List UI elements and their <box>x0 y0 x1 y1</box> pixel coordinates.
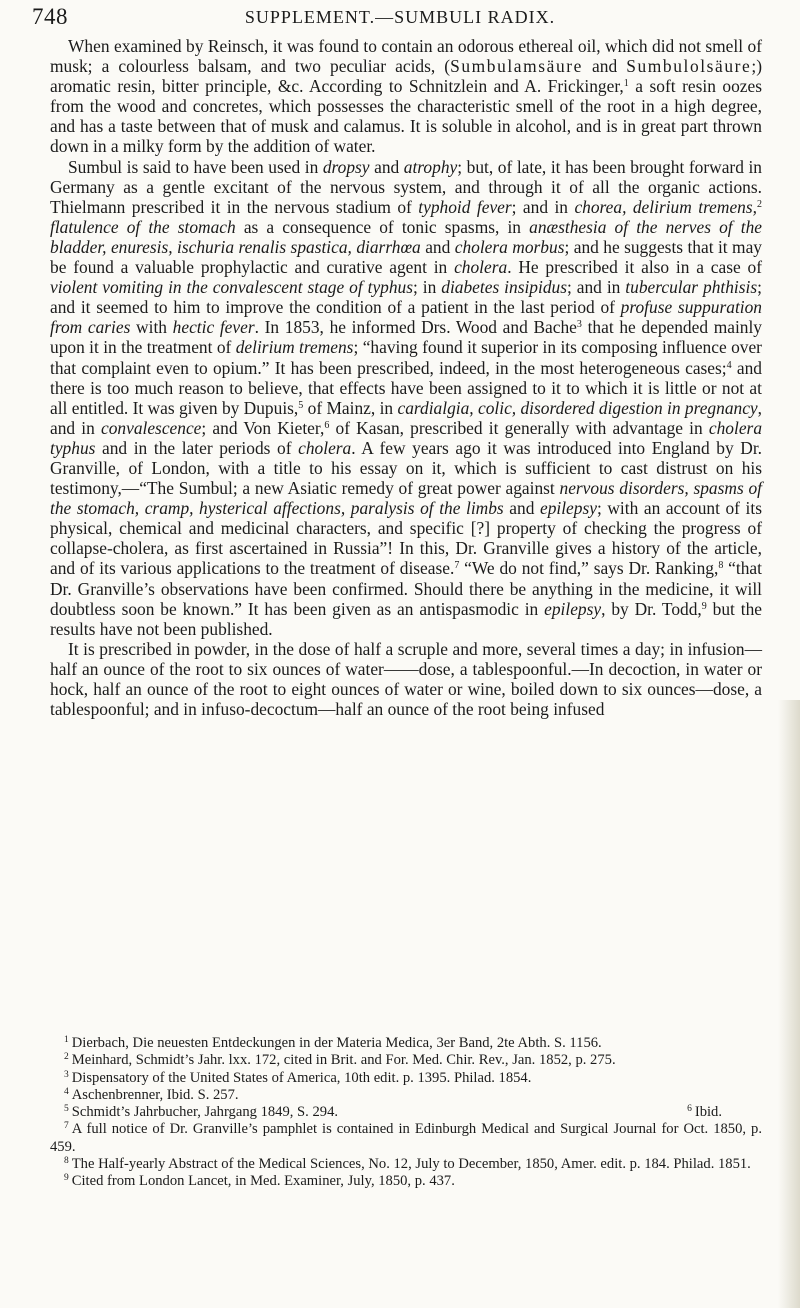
body-text <box>50 36 762 719</box>
acid-name: Sumbulamsäure <box>450 56 583 77</box>
page-header <box>32 4 768 34</box>
footnote: $^1$ Dierbach, Die neuesten Entdeckungen in der Materia Medica, 3er Band, 2te Abth. S. 1156. <box>64 1035 602 1051</box>
footnote: $^8$ The Half-yearly Abstract of the Medical Sciences, No. 12, July to December, 1850, Amer. edit. p. 184. Philad. 1851. <box>64 1156 751 1173</box>
page-number: 748 <box>32 4 68 29</box>
footnote: $^9$ Cited from London Lancet, in Med. Examiner, July, 1850, p. 437. <box>64 1173 455 1190</box>
footnote: $^3$ Dispensatory of the United States of America, 10th edit. p. 1395. Philad. 1854. <box>64 1069 532 1086</box>
footnotes <box>50 1035 762 1191</box>
footnote-ref: 3 <box>576 319 582 331</box>
footnote-ref: 6 <box>324 419 330 431</box>
paragraph-composition: When examined by Reinsch, it was found to contain an odorous ethereal oil, which did not smell of musk; a colourless balsam, and two peculiar acids, (Sumbulamsäure and Sumbulolsäure;) aromatic resin, bitter principle, &c. According to Schnitzlein and A. Frickinger,$^1$ a soft resin oozes from the wood and concretes, which possesses the characteristic smell of the root in a high degree, and has a taste between that of musk and calamus. It is soluble in alcohol, and is in great part thrown down in a milky form by the addition of water. <box>50 36 762 157</box>
footnote-ref: 5 <box>298 399 304 411</box>
footnote-ref: 4 <box>726 359 732 371</box>
footnote: $^6$ Ibid. <box>687 1104 722 1121</box>
footnote: $^7$ A full notice of Dr. Granville’s pamphlet is contained in Edinburgh Medical and Surgical Journal for Oct. 1850, p. 459. <box>50 1121 762 1155</box>
footnote: $^4$ Aschenbrenner, Ibid. S. 257. <box>64 1086 239 1103</box>
footnote: $^5$ Schmidt’s Jahrbucher, Jahrgang 1849, S. 294. <box>64 1104 339 1121</box>
footnote-ref: 7 <box>454 560 460 572</box>
footnote-ref: 8 <box>718 560 724 572</box>
acid-name: Sumbulolsäure <box>626 56 752 77</box>
running-title: SUPPLEMENT.—SUMBULI RADIX. <box>244 7 556 27</box>
page-edge-shadow <box>778 700 800 1308</box>
footnote-ref: 1 <box>623 78 629 90</box>
footnote: $^2$ Meinhard, Schmidt’s Jahr. lxx. 172, cited in Brit. and For. Med. Chir. Rev., Jan. 1852, p. 275. <box>64 1052 616 1069</box>
footnote-row <box>50 1104 762 1121</box>
footnote-ref: 2 <box>757 198 762 210</box>
paragraph-dosage: It is prescribed in powder, in the dose of half a scruple and more, several times a day; in infusion—half an ounce of the root to six ounces of water——dose, a tablespoonful.—In decoction, in water or hock, half an ounce of the root to eight ounces of water or wine, boiled down to six ounces—dose, a tablespoonful; and in infuso-decoctum—half an ounce of the root being infused <box>50 638 762 720</box>
paragraph-therapeutics: Sumbul is said to have been used in dropsy and atrophy; but, of late, it has been brought forward in Germany as a gentle excitant of the nervous system, and through it of all the organic actions. Thielmann prescribed it in the nervous stadium of typhoid fever; and in chorea, delirium tremens,$^2$ flatulence of the stomach as a consequence of tonic spasms, in anæsthesia of the nerves of the bladder, enuresis, ischuria renalis spastica, diarrhœa and cholera morbus; and he suggests that it may be found a valuable prophylactic and curative agent in cholera. He prescribed it also in a case of violent vomiting in the convalescent stage of typhus; in diabetes insipidus; and in tubercular phthisis; and it seemed to him to improve the condition of a patient in the last period of profuse suppuration from caries with hectic fever. In 1853, he informed Drs. Wood and Bache$^3$ that he depended mainly upon it in the treatment of delirium tremens; “having found it superior in its composing influence over that complaint even to opium.” It has been prescribed, indeed, in the most heterogeneous cases;$^4$ and there is too much reason to believe, that effects have been assigned to it to which it is little or not at all entitled. It was given by Dupuis,$^5$ of Mainz, in cardialgia, colic, disordered digestion in pregnancy, and in convalescence; and Von Kieter,$^6$ of Kasan, prescribed it generally with advantage in cholera typhus and in the later periods of cholera. A few years ago it was introduced into England by Dr. Granville, of London, with a title to his essay on it, which is sufficient to cast distrust on his testimony,—“The Sumbul; a new Asiatic remedy of great power against nervous disorders, spasms of the stomach, cramp, hysterical affections, paralysis of the limbs and epilepsy; with an account of its physical, chemical and medicinal characters, and specific [?] property of checking the progress of collapse-cholera, as first ascertained in Russia”! In this, Dr. Granville gives a history of the article, and of its various applications to the treatment of disease.$^7$ “We do not find,” says Dr. Ranking,$^8$ “that Dr. Granville’s observations have been confirmed. Should there be anything in the medicine, it will doubtless soon be known.” It has been given as an antispasmodic in epilepsy, by Dr. Todd,$^9$ but the results have not been published. <box>50 156 763 639</box>
footnote-ref: 9 <box>701 600 707 612</box>
